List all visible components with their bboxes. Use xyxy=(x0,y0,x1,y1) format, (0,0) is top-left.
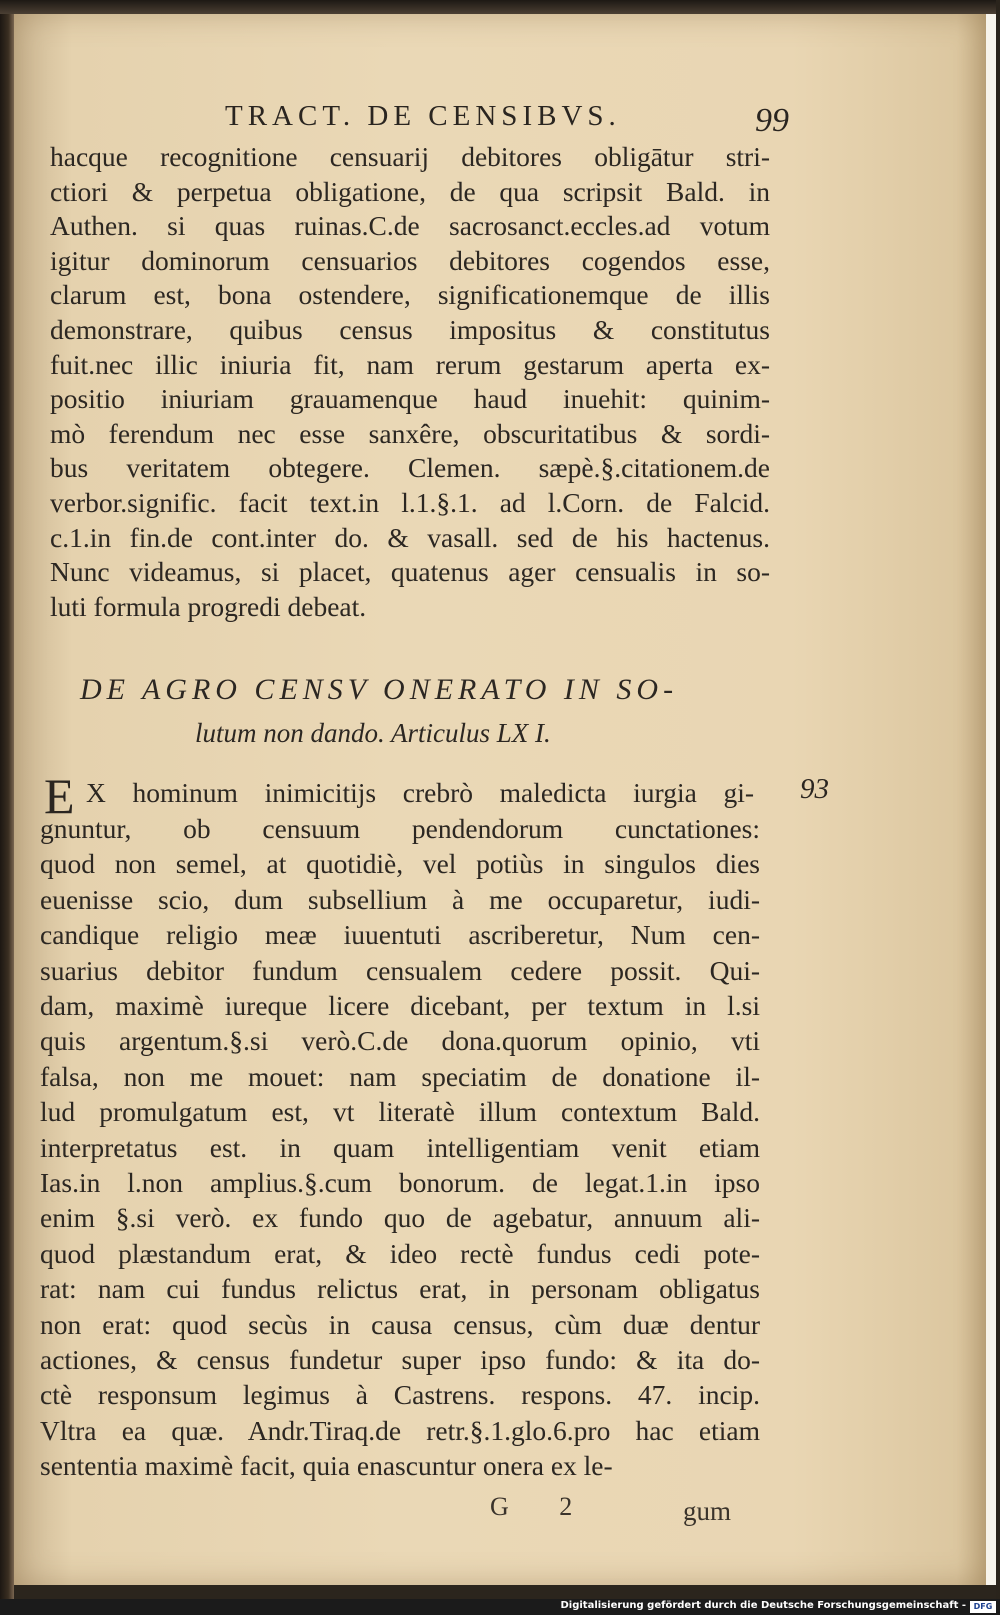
text-line: sententia maximè facit, quia enascuntur onera ex le- xyxy=(40,1450,613,1482)
catchword: gum xyxy=(683,1496,732,1526)
text-line: gnuntur, ob censuum pendendorum cunctationes: xyxy=(40,813,760,844)
text-line: actiones, & census fundetur super ipso fundo: & ita do- xyxy=(40,1344,760,1375)
signature-mark: G 2 xyxy=(490,1492,595,1521)
text-line: quod plæstandum erat, & ideo rectè fundus cedi pote- xyxy=(40,1237,760,1269)
text-line: lud promulgatum est, vt literatè illum contextum Bald. xyxy=(40,1096,760,1128)
text-line: euenisse scio, dum subsellium à me occuparetur, iudi- xyxy=(40,883,760,915)
text-line: falsa, non me mouet: nam speciatim de donatione il- xyxy=(40,1060,760,1092)
text-line: hacque recognitione censuarij debitores obligātur stri- xyxy=(50,141,770,172)
text-line: positio iniuriam grauamenque haud inuehit: quinim- xyxy=(50,383,770,415)
text-line: Authen. si quas ruinas.C.de sacrosanct.eccles.ad votum xyxy=(50,210,770,242)
article-heading-line-1: DE AGRO CENSV ONERATO IN SO- xyxy=(80,673,679,706)
text-line: verbor.signific. facit text.in l.1.§.1. ad l.Corn. de Falcid. xyxy=(50,487,770,518)
drop-cap: E xyxy=(44,768,75,824)
dfg-logo: DFG xyxy=(970,1601,996,1613)
text-line: fuit.nec illic iniuria fit, nam rerum gestarum aperta ex- xyxy=(50,348,770,380)
text-line: enim §.si verò. ex fundo quo de agebatur, annuum ali- xyxy=(40,1202,760,1234)
running-head: TRACT. DE CENSIBVS. xyxy=(225,100,621,132)
text-line: clarum est, bona ostendere, significationemque de illis xyxy=(50,279,770,311)
text-line: suarius debitor fundum censualem cedere possit. Qui- xyxy=(40,954,760,986)
footer-credit: Digitalisierung gefördert durch die Deutsche Forschungsgemeinschaft - xyxy=(560,1600,966,1611)
text-line: bus veritatem obtegere. Clemen. sæpè.§.citationem.de xyxy=(50,452,770,484)
paragraph-2-first-line: X hominum inimicitijs crebrò maledicta iurgia gi- xyxy=(86,777,754,808)
text-line: igitur dominorum censuarios debitores cogendos esse, xyxy=(50,244,770,276)
right-edge xyxy=(996,0,1000,1615)
page-number: 99 xyxy=(755,102,789,139)
bottom-edge xyxy=(14,1585,996,1599)
top-edge xyxy=(0,0,1000,14)
binding-edge xyxy=(0,0,14,1615)
text-line: rat: nam cui fundus relictus erat, in personam obligatus xyxy=(40,1273,760,1305)
text-line: luti formula progredi debeat. xyxy=(50,590,367,622)
margin-note: 93 xyxy=(800,773,829,805)
article-heading-line-2: lutum non dando. Articulus LX I. xyxy=(195,718,551,748)
text-line: dam, maximè iureque licere dicebant, per textum in l.si xyxy=(40,990,760,1021)
text-line: Nunc videamus, si placet, quatenus ager censualis in so- xyxy=(50,556,770,588)
text-line: mò ferendum nec esse sanxêre, obscuritatibus & sordi- xyxy=(50,417,770,449)
text-line: non erat: quod secùs in causa census, cùm duæ dentur xyxy=(40,1308,760,1340)
text-line: c.1.in fin.de cont.inter do. & vasall. sed de his hactenus. xyxy=(50,521,770,553)
text-line: ctè responsum legimus à Castrens. respons. 47. incip. xyxy=(40,1379,760,1411)
text-line: quod non semel, at quotidiè, vel potiùs in singulos dies xyxy=(40,848,760,880)
text-line: ctiori & perpetua obligatione, de qua scripsit Bald. in xyxy=(50,175,770,207)
text-line: candique religio meæ iuuentuti ascriberetur, Num cen- xyxy=(40,919,760,951)
text-line: quis argentum.§.si verò.C.de dona.quorum opinio, vti xyxy=(40,1025,760,1057)
text-line: Vltra ea quæ. Andr.Tiraq.de retr.§.1.glo.6.pro hac etiam xyxy=(40,1414,760,1446)
text-line: Ias.in l.non amplius.§.cum bonorum. de legat.1.in ipso xyxy=(40,1167,760,1198)
text-line: interpretatus est. in quam intelligentiam venit etiam xyxy=(40,1131,760,1163)
text-line: demonstrare, quibus census impositus & constitutus xyxy=(50,314,770,345)
